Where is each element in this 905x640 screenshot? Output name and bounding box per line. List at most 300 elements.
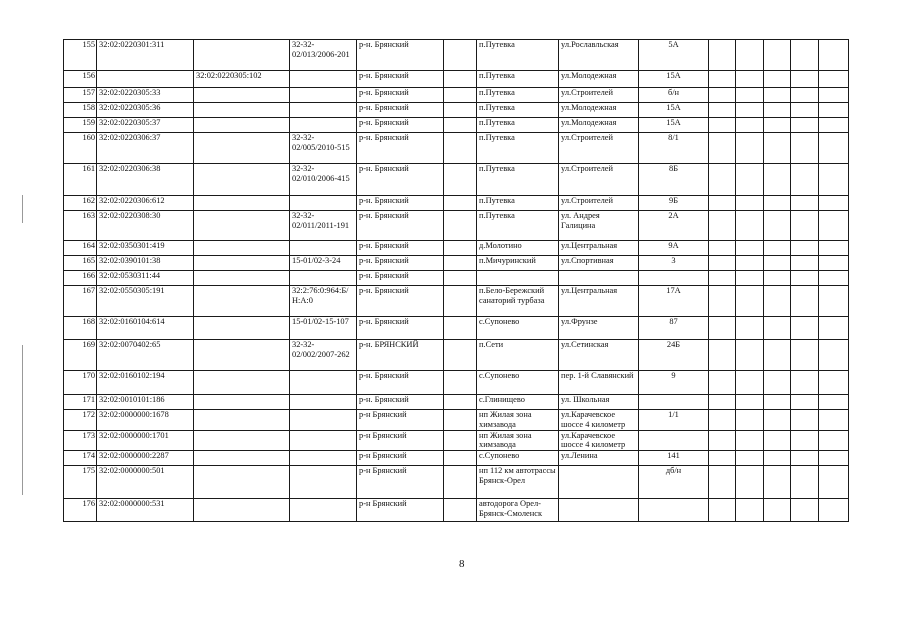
cell-street: ул. Андрея Галицина [559, 211, 639, 241]
cell-cad: 32:02:0010101:186 [97, 395, 194, 410]
cell-empty [764, 371, 791, 395]
cell-cad: 32:02:0220305:33 [97, 88, 194, 103]
cell-house: 15А [639, 118, 709, 133]
cell-empty [791, 371, 819, 395]
cell-prev: 32:02:0220305:102 [194, 71, 290, 88]
cell-empty [709, 430, 736, 451]
cell-n: 158 [64, 103, 97, 118]
table-row [64, 71, 849, 88]
cell-empty [709, 118, 736, 133]
cell-empty [791, 256, 819, 271]
cell-empty [736, 196, 764, 211]
cell-mid [444, 71, 477, 88]
cell-empty [819, 340, 849, 371]
cell-empty [791, 340, 819, 371]
cell-empty [791, 451, 819, 466]
cell-empty [709, 164, 736, 196]
cell-cad: 32:02:0000000:2287 [97, 451, 194, 466]
cell-area: р-н. Брянский [357, 395, 444, 410]
cell-prev [194, 499, 290, 522]
cell-empty [819, 499, 849, 522]
cell-cad: 32:02:0000000:501 [97, 466, 194, 499]
cell-cad: 32:02:0160102:194 [97, 371, 194, 395]
cell-empty [791, 466, 819, 499]
page-number: 8 [459, 558, 465, 570]
cell-n: 157 [64, 88, 97, 103]
cell-empty [709, 133, 736, 164]
cell-reg: 32-32-02/011/2011-191 [290, 211, 357, 241]
table-row [64, 317, 849, 340]
cell-prev [194, 40, 290, 71]
cell-empty [819, 196, 849, 211]
cell-house: 17А [639, 286, 709, 317]
cell-reg [290, 241, 357, 256]
table-row [64, 499, 849, 522]
table-row [64, 271, 849, 286]
table-row [64, 133, 849, 164]
cell-empty [709, 340, 736, 371]
cell-house [639, 430, 709, 451]
cell-prev [194, 256, 290, 271]
cell-reg: 15-01/02-3-24 [290, 256, 357, 271]
cell-empty [709, 40, 736, 71]
cell-area: р-н. Брянский [357, 164, 444, 196]
cell-loc: нп 112 км автотрассы Брянск-Орел [477, 466, 559, 499]
cell-empty [736, 271, 764, 286]
cell-house [639, 395, 709, 410]
cell-house: 9 [639, 371, 709, 395]
cell-area: р-н. Брянский [357, 271, 444, 286]
margin-mark-bottom [22, 345, 23, 495]
cell-empty [736, 340, 764, 371]
cell-n: 166 [64, 271, 97, 286]
cell-cad: 32:02:0220306:38 [97, 164, 194, 196]
cell-loc: п.Путевка [477, 164, 559, 196]
cell-loc: п.Путевка [477, 40, 559, 71]
cell-mid [444, 133, 477, 164]
cell-reg: 32-32-02/013/2006-201 [290, 40, 357, 71]
cell-empty [736, 466, 764, 499]
cell-area: р-н. БРЯНСКИЙ [357, 340, 444, 371]
cell-street: ул.Спортивная [559, 256, 639, 271]
cell-mid [444, 164, 477, 196]
cell-mid [444, 241, 477, 256]
cell-cad: 32:02:0220305:36 [97, 103, 194, 118]
cell-n: 160 [64, 133, 97, 164]
cell-empty [709, 241, 736, 256]
cell-empty [819, 256, 849, 271]
cell-empty [791, 71, 819, 88]
table-row [64, 340, 849, 371]
cell-prev [194, 317, 290, 340]
cell-loc: п.Мичуринский [477, 256, 559, 271]
cell-empty [819, 271, 849, 286]
cell-reg: 32-32-02/010/2006-415 [290, 164, 357, 196]
table-row [64, 451, 849, 466]
cell-house [639, 271, 709, 286]
cell-prev [194, 430, 290, 451]
cell-area: р-н. Брянский [357, 241, 444, 256]
cell-empty [819, 133, 849, 164]
cell-prev [194, 340, 290, 371]
cell-cad: 32:02:0000000:1678 [97, 410, 194, 431]
cell-empty [736, 71, 764, 88]
cell-loc: с.Глинищево [477, 395, 559, 410]
cell-prev [194, 88, 290, 103]
cell-mid [444, 211, 477, 241]
cell-empty [819, 410, 849, 431]
cell-house: 8Б [639, 164, 709, 196]
cell-area: р-н Брянский [357, 410, 444, 431]
cell-n: 155 [64, 40, 97, 71]
cell-street: ул.Центральная [559, 241, 639, 256]
cell-empty [709, 286, 736, 317]
cell-empty [709, 103, 736, 118]
cell-mid [444, 466, 477, 499]
table-row [64, 211, 849, 241]
cell-empty [791, 395, 819, 410]
cell-empty [791, 410, 819, 431]
cell-cad: 32:02:0220306:612 [97, 196, 194, 211]
cell-mid [444, 271, 477, 286]
cell-loc [477, 271, 559, 286]
cell-empty [791, 196, 819, 211]
cell-loc: п.Путевка [477, 118, 559, 133]
cell-loc: нп Жилая зона химзавода [477, 430, 559, 451]
cell-reg [290, 71, 357, 88]
cell-area: р-н. Брянский [357, 286, 444, 317]
cell-prev [194, 371, 290, 395]
cell-empty [709, 256, 736, 271]
cell-street: ул.Рославльская [559, 40, 639, 71]
cell-cad: 32:02:0530311:44 [97, 271, 194, 286]
cell-cad: 32:02:0220308:30 [97, 211, 194, 241]
cell-loc: п.Путевка [477, 196, 559, 211]
table-row [64, 118, 849, 133]
cell-empty [736, 211, 764, 241]
cell-reg [290, 118, 357, 133]
cell-house: 2А [639, 211, 709, 241]
cell-house: дб/н [639, 466, 709, 499]
cell-loc: п.Сети [477, 340, 559, 371]
cell-empty [819, 88, 849, 103]
cell-cad: 32:02:0220305:37 [97, 118, 194, 133]
cell-prev [194, 466, 290, 499]
cell-empty [819, 241, 849, 256]
cell-empty [791, 40, 819, 71]
cell-empty [764, 410, 791, 431]
cell-street [559, 466, 639, 499]
cell-loc: с.Супонево [477, 371, 559, 395]
cell-prev [194, 410, 290, 431]
cell-street: ул.Молодежная [559, 71, 639, 88]
cell-mid [444, 196, 477, 211]
cell-cad: 32:02:0550305:191 [97, 286, 194, 317]
cell-prev [194, 118, 290, 133]
cell-house: 9Б [639, 196, 709, 211]
cell-empty [709, 196, 736, 211]
cell-loc: нп Жилая зона химзавода [477, 410, 559, 431]
cell-mid [444, 256, 477, 271]
table-row [64, 395, 849, 410]
cell-empty [791, 499, 819, 522]
cell-empty [819, 40, 849, 71]
cell-prev [194, 164, 290, 196]
cell-house: б/н [639, 88, 709, 103]
cell-reg [290, 196, 357, 211]
cell-mid [444, 340, 477, 371]
cell-empty [819, 451, 849, 466]
cell-empty [764, 71, 791, 88]
cell-reg [290, 430, 357, 451]
cell-empty [819, 395, 849, 410]
cell-empty [736, 164, 764, 196]
cell-empty [791, 286, 819, 317]
cell-empty [736, 499, 764, 522]
cell-empty [819, 103, 849, 118]
cell-area: р-н Брянский [357, 499, 444, 522]
property-table [63, 39, 849, 522]
cell-area: р-н Брянский [357, 466, 444, 499]
cell-empty [791, 211, 819, 241]
cell-empty [736, 395, 764, 410]
cell-reg [290, 499, 357, 522]
cell-area: р-н Брянский [357, 451, 444, 466]
cell-loc: автодорога Орел-Брянск-Смоленск [477, 499, 559, 522]
cell-prev [194, 196, 290, 211]
cell-prev [194, 395, 290, 410]
cell-empty [764, 40, 791, 71]
cell-house: 8/1 [639, 133, 709, 164]
cell-loc: п.Путевка [477, 88, 559, 103]
cell-n: 170 [64, 371, 97, 395]
cell-empty [819, 71, 849, 88]
cell-empty [736, 430, 764, 451]
cell-prev [194, 133, 290, 164]
cell-empty [819, 164, 849, 196]
cell-mid [444, 317, 477, 340]
cell-empty [709, 451, 736, 466]
cell-area: р-н. Брянский [357, 256, 444, 271]
table-row [64, 256, 849, 271]
cell-area: р-н. Брянский [357, 88, 444, 103]
cell-mid [444, 286, 477, 317]
cell-empty [791, 430, 819, 451]
cell-street: ул.Строителей [559, 164, 639, 196]
cell-street: ул.Сетинская [559, 340, 639, 371]
cell-empty [819, 118, 849, 133]
cell-reg: 32:2:76:0:964:Б/Н:А:0 [290, 286, 357, 317]
cell-n: 168 [64, 317, 97, 340]
cell-reg [290, 466, 357, 499]
cell-mid [444, 451, 477, 466]
cell-house: 141 [639, 451, 709, 466]
cell-street: ул.Карачевское шоссе 4 километр [559, 430, 639, 451]
cell-house: 1/1 [639, 410, 709, 431]
cell-n: 172 [64, 410, 97, 431]
cell-empty [819, 466, 849, 499]
cell-street: ул.Молодежная [559, 118, 639, 133]
cell-loc: с.Супонево [477, 451, 559, 466]
cell-street: ул.Ленина [559, 451, 639, 466]
cell-empty [709, 395, 736, 410]
cell-empty [791, 103, 819, 118]
cell-empty [791, 317, 819, 340]
table-row [64, 40, 849, 71]
cell-empty [736, 371, 764, 395]
cell-empty [709, 499, 736, 522]
cell-n: 159 [64, 118, 97, 133]
cell-mid [444, 118, 477, 133]
cell-mid [444, 371, 477, 395]
cell-empty [736, 133, 764, 164]
cell-prev [194, 271, 290, 286]
cell-n: 163 [64, 211, 97, 241]
cell-empty [764, 133, 791, 164]
cell-empty [819, 286, 849, 317]
cell-empty [764, 499, 791, 522]
cell-empty [764, 451, 791, 466]
cell-empty [736, 451, 764, 466]
cell-n: 169 [64, 340, 97, 371]
cell-area: р-н. Брянский [357, 317, 444, 340]
cell-cad: 32:02:0220306:37 [97, 133, 194, 164]
cell-n: 164 [64, 241, 97, 256]
cell-empty [791, 118, 819, 133]
cell-empty [709, 466, 736, 499]
table-row [64, 466, 849, 499]
cell-n: 175 [64, 466, 97, 499]
cell-empty [764, 271, 791, 286]
cell-empty [709, 211, 736, 241]
cell-empty [736, 103, 764, 118]
cell-empty [819, 211, 849, 241]
margin-mark-top [22, 195, 23, 223]
cell-house: 87 [639, 317, 709, 340]
cell-empty [819, 371, 849, 395]
cell-n: 174 [64, 451, 97, 466]
cell-empty [736, 40, 764, 71]
cell-street: ул.Строителей [559, 88, 639, 103]
cell-empty [736, 118, 764, 133]
cell-n: 156 [64, 71, 97, 88]
cell-n: 171 [64, 395, 97, 410]
cell-reg: 32-32-02/005/2010-515 [290, 133, 357, 164]
cell-reg [290, 103, 357, 118]
cell-street: ул.Центральная [559, 286, 639, 317]
cell-reg [290, 371, 357, 395]
cell-empty [764, 196, 791, 211]
cell-house [639, 499, 709, 522]
cell-empty [791, 271, 819, 286]
cell-cad: 32:02:0390101:38 [97, 256, 194, 271]
cell-area: р-н. Брянский [357, 103, 444, 118]
cell-empty [736, 317, 764, 340]
cell-area: р-н. Брянский [357, 40, 444, 71]
cell-empty [736, 410, 764, 431]
cell-n: 176 [64, 499, 97, 522]
table-row [64, 410, 849, 431]
cell-prev [194, 211, 290, 241]
table-row [64, 103, 849, 118]
cell-empty [709, 317, 736, 340]
cell-area: р-н. Брянский [357, 211, 444, 241]
cell-area: р-н Брянский [357, 430, 444, 451]
cell-empty [736, 88, 764, 103]
cell-house: 3 [639, 256, 709, 271]
cell-street: ул.Молодежная [559, 103, 639, 118]
cell-empty [764, 164, 791, 196]
cell-house: 9А [639, 241, 709, 256]
cell-n: 167 [64, 286, 97, 317]
cell-empty [709, 371, 736, 395]
cell-empty [709, 71, 736, 88]
cell-empty [819, 430, 849, 451]
cell-empty [764, 340, 791, 371]
cell-prev [194, 451, 290, 466]
cell-street: ул.Строителей [559, 196, 639, 211]
cell-area: р-н. Брянский [357, 71, 444, 88]
cell-empty [791, 133, 819, 164]
cell-empty [791, 88, 819, 103]
cell-empty [764, 211, 791, 241]
cell-mid [444, 103, 477, 118]
cell-mid [444, 88, 477, 103]
cell-mid [444, 410, 477, 431]
cell-n: 173 [64, 430, 97, 451]
cell-street: ул. Школьная [559, 395, 639, 410]
cell-loc: п.Бело-Бережский санаторий турбаза [477, 286, 559, 317]
table-body [64, 40, 849, 522]
cell-empty [764, 395, 791, 410]
cell-cad: 32:02:0350301:419 [97, 241, 194, 256]
cell-empty [791, 164, 819, 196]
cell-loc: п.Путевка [477, 103, 559, 118]
cell-empty [709, 410, 736, 431]
cell-empty [736, 241, 764, 256]
cell-street: пер. 1-й Славянский [559, 371, 639, 395]
cell-loc: п.Путевка [477, 71, 559, 88]
cell-street: ул.Строителей [559, 133, 639, 164]
cell-reg [290, 395, 357, 410]
cell-loc: д.Молотино [477, 241, 559, 256]
cell-mid [444, 430, 477, 451]
cell-street: ул.Карачевское шоссе 4 километр [559, 410, 639, 431]
cell-reg [290, 451, 357, 466]
cell-empty [764, 241, 791, 256]
cell-empty [764, 256, 791, 271]
cell-prev [194, 241, 290, 256]
cell-mid [444, 395, 477, 410]
cell-empty [764, 466, 791, 499]
cell-area: р-н. Брянский [357, 118, 444, 133]
cell-empty [709, 88, 736, 103]
cell-reg: 32-32-02/002/2007-262 [290, 340, 357, 371]
cell-empty [736, 286, 764, 317]
cell-prev [194, 103, 290, 118]
cell-empty [764, 103, 791, 118]
cell-area: р-н. Брянский [357, 133, 444, 164]
cell-house: 15А [639, 71, 709, 88]
cell-empty [764, 430, 791, 451]
cell-cad: 32:02:0000000:1701 [97, 430, 194, 451]
cell-empty [736, 256, 764, 271]
cell-cad: 32:02:0220301:311 [97, 40, 194, 71]
cell-n: 161 [64, 164, 97, 196]
cell-cad [97, 71, 194, 88]
cell-area: р-н. Брянский [357, 371, 444, 395]
table-row [64, 164, 849, 196]
